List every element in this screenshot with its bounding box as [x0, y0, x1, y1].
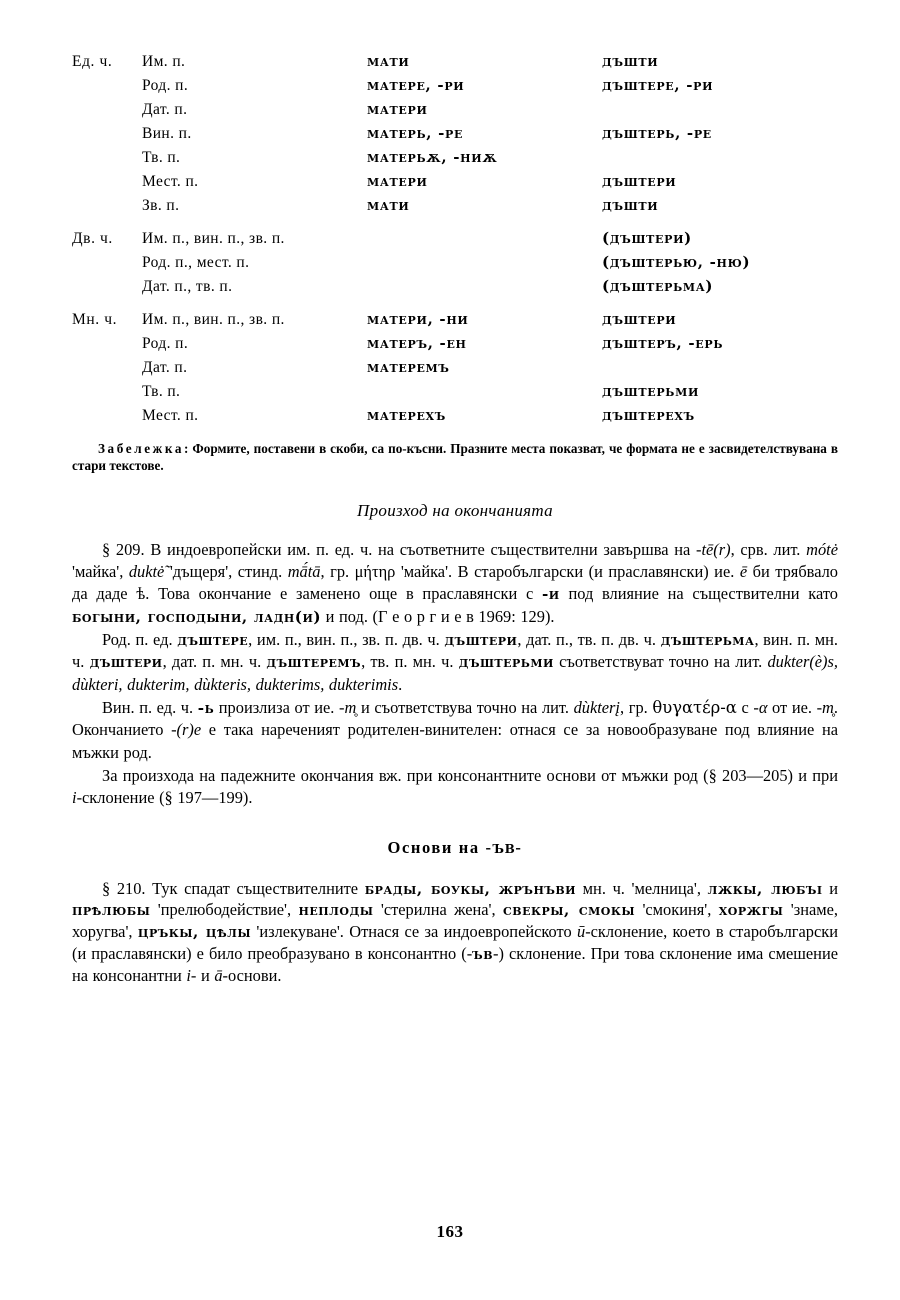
paragraph-209	[72, 539, 838, 628]
text-run: , срв. лит.	[730, 539, 807, 559]
italic-form: dukter(è)s, dùkteri, dukterim, dùkteris, dukterims, dukterimis	[72, 652, 838, 694]
row-form-dushti: (дъштерью, -ню)	[602, 253, 751, 271]
section-marker-209: § 209.	[102, 539, 145, 559]
row-number-label	[72, 382, 142, 406]
row-case-label: Тв. п.	[142, 149, 181, 166]
text-run: Род. п. ед.	[102, 630, 178, 650]
row-form-dushti	[602, 100, 838, 124]
row-form-dushti: дъштерехъ	[602, 406, 695, 424]
row-case-label: Дат. п.	[142, 359, 188, 376]
row-form-mati: мати	[367, 196, 410, 214]
ocs-form: дъштерьма	[660, 631, 755, 650]
ocs-form: брады, боукы, жрънъви	[364, 879, 577, 898]
italic-form: i	[72, 788, 77, 808]
ocs-form: дъштери	[89, 653, 163, 672]
table-row	[72, 52, 838, 76]
text-run: .	[398, 674, 403, 694]
italic-form: mótė	[806, 539, 838, 559]
note-label: Забележка	[98, 441, 185, 456]
text-run: мн. ч. 'мелница',	[576, 878, 708, 898]
text-run: произлиза от ие.	[214, 698, 340, 718]
table-row	[72, 382, 838, 406]
row-case-label: Им. п.	[142, 53, 186, 70]
row-case-label: Род. п.	[142, 335, 189, 352]
section-marker-210: § 210.	[102, 878, 146, 898]
row-number-label	[72, 277, 142, 301]
text-run: 'излекуване'. Отнася се за индоевропейското	[251, 922, 577, 942]
row-form-dushti: (дъштери)	[602, 229, 692, 247]
row-form-mati: матерьѫ, -ниѫ	[367, 148, 498, 166]
row-number-label	[72, 148, 142, 172]
text-run: -) склонение. При това склонение има смешение на консонантни	[72, 944, 838, 985]
row-form-mati	[367, 253, 602, 277]
ocs-form: дъштерьми	[458, 653, 554, 672]
text-run: 'знаме, хоругва',	[72, 900, 839, 942]
row-form-mati: матери	[367, 100, 428, 118]
row-form-mati: матеремъ	[367, 358, 450, 376]
text-run: - и	[190, 965, 215, 985]
text-run: с	[736, 698, 754, 718]
row-form-dushti	[602, 148, 838, 172]
ocs-form: прѣлюбы	[72, 901, 151, 920]
italic-form: -m̥	[339, 698, 357, 718]
text-run: и	[822, 878, 838, 898]
row-number-label	[72, 406, 142, 430]
row-number-label	[72, 196, 142, 220]
table-row	[72, 196, 838, 220]
text-run: За произхода на падежните окончания вж. при консонантните основи от мъжки род (§ 203—205) и при	[102, 765, 838, 785]
ocs-form: -и	[542, 585, 560, 604]
table-row	[72, 277, 838, 301]
row-number-label	[72, 172, 142, 196]
ocs-form: лжкы, любъı	[707, 879, 823, 898]
declension-paradigm-table	[72, 52, 838, 430]
row-case-label: Им. п., вин. п., зв. п.	[142, 230, 285, 247]
italic-form: mā́tā	[287, 562, 321, 582]
row-case-label: Мест. п.	[142, 407, 199, 424]
italic-form: -(r)e	[171, 720, 202, 740]
row-form-mati: матери, -ни	[367, 310, 469, 328]
italic-form: ā	[214, 965, 223, 985]
row-case-label: Род. п., мест. п.	[142, 254, 250, 271]
row-case-label: Им. п., вин. п., зв. п.	[142, 311, 285, 328]
italic-form: duktė̃	[128, 562, 165, 582]
ocs-form: свекры, смокы	[503, 901, 636, 920]
italic-form: dùkterį	[573, 698, 620, 718]
row-form-mati: матере, -ри	[367, 76, 465, 94]
italic-form: ū	[576, 922, 586, 942]
text-run: и съответствува точно на лит.	[356, 698, 574, 718]
table-row	[72, 100, 838, 124]
text-run: -склонение (§ 197—199).	[76, 788, 253, 808]
row-number-label: Дв. ч.	[72, 230, 113, 247]
section-heading-origin-of-endings: Произход на окончанията	[357, 500, 553, 520]
text-run: -основи.	[222, 965, 282, 985]
table-row	[72, 124, 838, 148]
text-run: 'прелюбодействие',	[150, 900, 299, 920]
ocs-form: неплоды	[298, 901, 374, 920]
ocs-form: ъв	[472, 945, 493, 964]
row-form-mati: матеръ, -ен	[367, 334, 467, 352]
row-case-label: Дат. п.	[142, 101, 188, 118]
table-row	[72, 148, 838, 172]
table-note	[72, 440, 838, 475]
ocs-form: дъштере	[177, 631, 249, 650]
row-form-mati: матерехъ	[367, 406, 447, 424]
greek-form: θυγατέρ-α	[652, 698, 737, 718]
row-case-label: Зв. п.	[142, 197, 180, 214]
row-form-dushti	[602, 358, 838, 382]
row-number-label	[72, 334, 142, 358]
row-number-label	[72, 100, 142, 124]
table-row	[72, 253, 838, 277]
row-case-label: Вин. п.	[142, 125, 192, 142]
text-run: съответствуват точно на лит.	[553, 652, 768, 672]
text-run: Вин. п. ед. ч.	[102, 698, 198, 718]
paragraph-genitive-correspondences	[72, 629, 838, 696]
page-number: 163	[436, 1222, 464, 1241]
row-form-dushti: дъштерьми	[602, 382, 700, 400]
row-number-label: Мн. ч.	[72, 311, 118, 328]
row-form-dushti: дъшти	[602, 196, 659, 214]
text-run: , гр. μήτηρ 'майка'. В старобългарски (и праславянски) ие.	[320, 562, 740, 582]
row-case-label: Дат. п., тв. п.	[142, 278, 233, 295]
italic-form: -m̥	[816, 698, 834, 718]
row-form-mati	[367, 382, 602, 406]
table-row	[72, 301, 838, 334]
row-form-dushti: дъштери	[602, 310, 677, 328]
row-form-mati: матерь, -ре	[367, 124, 464, 142]
row-form-mati	[367, 277, 602, 301]
table-row	[72, 334, 838, 358]
table-row	[72, 76, 838, 100]
paragraph-accusative-origin	[72, 697, 838, 764]
ocs-form: -ь	[197, 699, 215, 718]
table-row	[72, 220, 838, 253]
text-run: 'смокиня',	[635, 900, 719, 920]
row-form-dushti: дъштери	[602, 172, 677, 190]
heading-text: -	[515, 837, 523, 857]
italic-form: ē	[739, 562, 748, 582]
text-run: под влияние на съществителни като	[559, 584, 838, 604]
ocs-form: дъштери	[444, 631, 518, 650]
italic-form: -α	[753, 698, 768, 718]
text-run: В индоевропейски им. п. ед. ч. на съответните съществителни завършва на	[144, 539, 696, 559]
text-run: и под. (Г е о р г и е в 1969: 129).	[321, 606, 555, 626]
italic-form: -tē(r)	[695, 539, 731, 559]
text-run: , дат. п., тв. п. дв. ч.	[517, 630, 661, 650]
row-number-label	[72, 124, 142, 148]
row-form-mati	[367, 220, 602, 253]
paradigm-body	[72, 52, 838, 430]
text-run: 'майка',	[72, 562, 129, 582]
paragraph-210	[72, 878, 838, 987]
row-case-label: Род. п.	[142, 77, 189, 94]
ocs-form: цръкы, цѣлы	[137, 923, 252, 942]
text-run: 'дъщеря', стинд.	[164, 562, 288, 582]
row-number-label	[72, 253, 142, 277]
heading-ocs-form: ъв	[492, 837, 516, 857]
row-form-dushti: дъшти	[602, 52, 659, 70]
text-run: , дат. п. мн. ч.	[162, 652, 267, 672]
text-run: е така нареченият родителен-винителен: отнася се за новообразуване под влияние на мъжки род.	[72, 720, 838, 762]
table-row	[72, 172, 838, 196]
row-number-label: Ед. ч.	[72, 53, 113, 70]
row-number-label	[72, 76, 142, 100]
ocs-form: хоржгы	[718, 901, 784, 920]
text-run: от ие.	[767, 698, 817, 718]
row-form-dushti: (дъштерьма)	[602, 277, 714, 295]
text-run: . Окончанието	[72, 698, 838, 740]
ocs-form: дъштеремъ	[266, 653, 362, 672]
row-form-dushti: дъштеръ, -ерь	[602, 334, 724, 352]
text-run: -склонение, което в старобългарски (и праславянски) е било преобразувано в консонантно (-	[72, 922, 839, 964]
paragraph-cross-reference	[72, 765, 838, 810]
table-row	[72, 406, 838, 430]
text-run: Тук спадат съществителните	[145, 878, 365, 898]
text-run: , им. п., вин. п., зв. п. дв. ч.	[248, 630, 445, 650]
row-form-dushti: дъштерь, -ре	[602, 124, 712, 142]
note-text: : Формите, поставени в скоби, са по-късни. Празните места показват, че формата не е засвидетелствувана в стари текстове.	[72, 441, 838, 474]
row-form-mati: матери	[367, 172, 428, 190]
table-row	[72, 358, 838, 382]
heading-text: Основи на -	[387, 837, 493, 857]
text-run: , вин. п. мн. ч.	[72, 630, 838, 672]
row-form-mati: мати	[367, 52, 410, 70]
section-heading-uv-stems	[72, 838, 838, 858]
row-case-label: Мест. п.	[142, 173, 199, 190]
row-form-dushti: дъштере, -ри	[602, 76, 714, 94]
text-run: би трябвало да даде ѣ. Това окончание е заменено още в праславянски с	[72, 562, 838, 604]
row-number-label	[72, 358, 142, 382]
row-case-label: Тв. п.	[142, 383, 181, 400]
italic-form: i	[186, 965, 191, 985]
text-run: 'стерилна жена',	[373, 900, 504, 920]
text-run: , тв. п. мн. ч.	[361, 652, 459, 672]
text-run: , гр.	[620, 698, 653, 718]
ocs-form: богыни, господыни, ладн(и)	[72, 607, 322, 626]
